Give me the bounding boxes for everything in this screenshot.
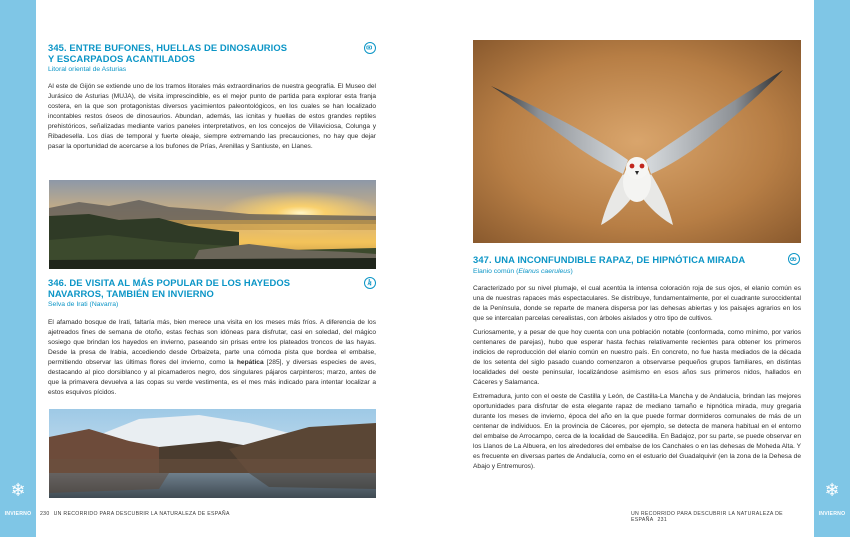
- section-347-body: [473, 284, 801, 476]
- snowflake-icon: ❄: [10, 480, 26, 501]
- black-winged-kite-photo: [473, 40, 801, 243]
- section-347-title: 347. UNA INCONFUNDIBLE RAPAZ, DE HIPNÓTICA MIRADA: [473, 254, 746, 265]
- paragraph: Curiosamente, y a pesar de que hoy cuenta con una población notable (conformada, como mínimo, por varios centenares de parejas), hubo que esperar hasta fechas relativamente recientes para obtener los primeros indicios de reproducción del elanio común en nuestro país. En concreto, no fue hasta mediados de la década de los setenta del siglo pasado cuando comenzaron a observarse pequeños grupos familiares, en distintas localidades del oeste peninsular, localizándose asimismo en esos años sus primeros nidos, hallados en Cáceres y Salamanca.: [473, 329, 801, 386]
- left-season-tab: [0, 0, 36, 537]
- section-345-title: 345. ENTRE BUFONES, HUELLAS DE DINOSAURIOS Y ESCARPADOS ACANTILADOS: [48, 42, 288, 64]
- forest-lake-photo: [49, 409, 376, 498]
- season-label-left: INVIERNO: [4, 511, 32, 517]
- right-footer: [631, 511, 814, 523]
- hiker-icon: [364, 277, 376, 289]
- section-347-subtitle: Elanio común (Elanus caeruleus): [473, 268, 573, 275]
- coastal-sunset-photo: [49, 180, 376, 269]
- binoculars-icon: [788, 253, 800, 265]
- page-number-left: 230: [40, 511, 50, 517]
- left-page: [36, 0, 425, 537]
- paragraph: Caracterizado por su nivel plumaje, el cual acentúa la intensa coloración roja de sus ojos, el elanio común es una de nuestras rapaces más espectaculares. Se distribuye, fundamentalmente, por el cuadrante suroccidental de la Península, donde se reparte de manera dispersa por las dehesas abiertas y los paisajes agrarios en los que se intercalan parcelas cerealistas, con árboles aislados y otro tipo de cultivos.: [473, 285, 801, 322]
- section-346-title: 346. DE VISITA AL MÁS POPULAR DE LOS HAYEDOS NAVARROS, TAMBIÉN EN INVIERNO: [48, 277, 291, 299]
- footer-title-left: UN RECORRIDO PARA DESCUBRIR LA NATURALEZA DE ESPAÑA: [53, 511, 230, 517]
- season-label-right: INVIERNO: [818, 511, 846, 517]
- hepatica-bold: hepática: [236, 359, 264, 366]
- section-346-body: El afamado bosque de Irati, faltaría más, bien merece una visita en los meses más fríos. A diferencia de los ajetreados fines de semana de otoño, estas fechas son idóneas para disfrutar, casi en soledad, del mágico sosiego que brindan los hayedos en invierno, paseando sin prisas entre los plateados troncos de las hayas. Desde la presa de Irabia, accediendo desde Orbaizeta, parte una cómoda pista que bordea el embalse, permitiendo observar las últimas flores del invierno, como la hepática [285], y diversas especies de aves, destacando al pico dorsiblanco y al picamaderos negro, dos singulares pájaros carpinteros; marzo, antes de que la primavera devuelva a las copas su verde vestimenta, es el mes más indicado para intentar localizar a estos esquivos pícidos.: [48, 319, 376, 396]
- section-346-subtitle: Selva de Irati (Navarra): [48, 301, 119, 308]
- page-number-right: 231: [657, 517, 668, 523]
- section-345-subtitle: Litoral oriental de Asturias: [48, 66, 127, 73]
- snowflake-icon: ❄: [824, 480, 840, 501]
- right-page: [425, 0, 814, 537]
- paragraph: Extremadura, junto con el oeste de Castilla y León, de Castilla-La Mancha y de Andalucía, brindan las mejores oportunidades para disfrutar de esta elegante rapaz de mediano tamaño e hipnótica mirada, muy gregaria durante los meses de invierno, época del año en la que puede formar dormideros comunales de más de un centenar de individuos. En la provincia de Cáceres, por ejemplo, se detecta de manera habitual en el entorno del embalse de Arrocampo, cerca de la localidad de Saucedilla. En Badajoz, por su parte, se puede observar en los Llanos de La Albuera, en los alrededores del embalse de los Canchales o en las dehesas de Moheda Alta. Y es frecuente en diversas partes de Andalucía, como en el estuario del Guadalquivir (en la zona de la Dehesa de Abajo y Entremuros).: [473, 393, 801, 470]
- section-345-body: Al este de Gijón se extiende uno de los tramos litorales más extraordinarios de nuestra geografía. El Museo del Jurásico de Asturias (MUJA), de visita imprescindible, es el mejor punto de partida para explorar esta franja costera, en la que son protagonistas diversos yacimientos paleontológicos, en los cuales se han localizado incontables restos óseos de dinosaurios. Abundan, además, las icnitas y huellas de estos grandes reptiles prehistóricos, señalizadas mediante varios paneles interpretativos, en los concejos de Villaviciosa, Colunga y Ribadesella. Los días de temporal y fuerte oleaje, siempre extremando las precauciones, no hay que dejar pasar la oportunidad de acercarse a los bufones de Prías, Arenillas y Santiuste, en Llanes.: [48, 83, 376, 150]
- latin-name: Elanus caeruleus: [518, 268, 571, 275]
- left-footer: [36, 511, 230, 517]
- footer-title-right: UN RECORRIDO PARA DESCUBRIR LA NATURALEZA DE ESPAÑA: [631, 511, 783, 523]
- right-season-tab: [814, 0, 850, 537]
- camera-icon: [364, 42, 376, 54]
